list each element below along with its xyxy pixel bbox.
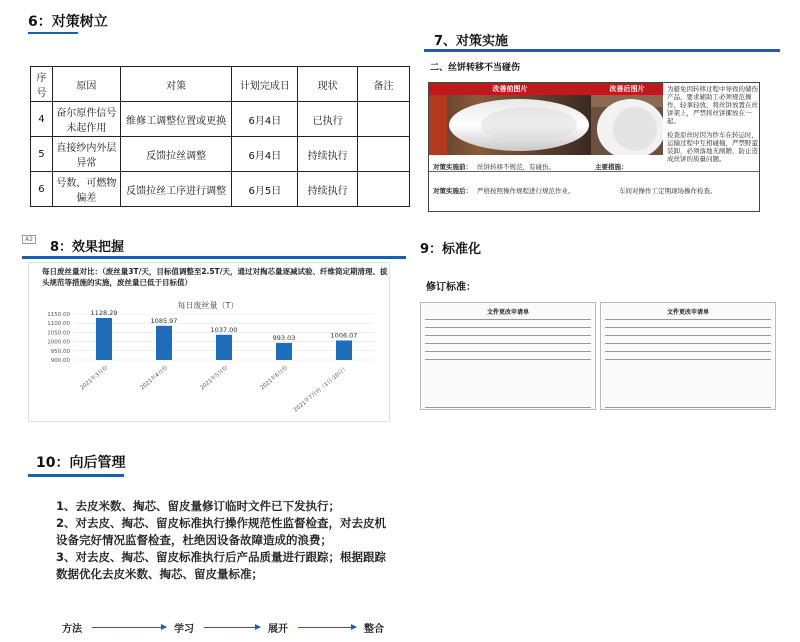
table-header-row (31, 67, 410, 102)
flow-arrow (92, 627, 166, 628)
section9-subtitle: 修订标准： (426, 282, 476, 293)
document-line (425, 343, 591, 344)
chart-title: 每日废丝量（T） (177, 301, 239, 310)
document-line (605, 407, 771, 408)
table-cell: 持续执行 (298, 137, 358, 172)
section10-title: 10：向后管理 (36, 455, 126, 471)
section7-subtitle: 二、丝饼转移不当碰伤 (430, 63, 521, 73)
list-item: 3、对去皮、掏芯、留皮标准执行后产品质量进行跟踪；根据跟踪数据优化去皮米数、掏芯、留皮量标准； (56, 550, 386, 581)
after-description-2: 检查原丝时因为纱车在转运时，运输过程中互相碰撞，严禁野蛮装卸，必须落地无剐蹭，防止造成丝饼的质量问题。 (667, 131, 758, 163)
followup-list (56, 498, 396, 583)
table-cell: 直接纱内外层异常 (52, 137, 120, 172)
section8-title: 8：效果把握 (50, 240, 125, 255)
table-cell: 6 (31, 172, 53, 207)
y-tick-label: 1050.00 (47, 330, 70, 337)
before-photo (429, 95, 591, 155)
document-line (605, 327, 771, 328)
col-header: 序号 (31, 67, 53, 102)
document-line (425, 319, 591, 320)
before-photo-image (429, 95, 591, 155)
section7-title: 7、对策实施 (434, 34, 509, 49)
document-line (605, 351, 771, 352)
chart-bar (336, 340, 352, 360)
table-cell (358, 102, 410, 137)
after-photo-image (591, 95, 663, 155)
table-cell: 持续执行 (298, 172, 358, 207)
document-title: 文件更改申请单 (666, 309, 709, 316)
table-cell: 维修工调整位置或更换 (120, 102, 232, 137)
col-header: 备注 (358, 67, 410, 102)
table-row (31, 172, 410, 207)
revision-document-1 (420, 302, 596, 410)
col-header: 对策 (120, 67, 232, 102)
after-measure-label: 对策实施后： (433, 187, 472, 195)
y-tick-label: 1150.00 (47, 312, 70, 318)
waste-chart (28, 296, 388, 420)
table-cell (358, 137, 410, 172)
y-tick-label: 900.00 (50, 358, 70, 364)
document-line (425, 359, 591, 360)
y-tick-label: 1100.00 (47, 321, 70, 328)
section8-rule (22, 256, 406, 259)
main-measures-label: 主要措施： (595, 163, 628, 171)
flow-step-integrate: 整合 (364, 624, 384, 635)
document-line (425, 407, 591, 408)
x-tick-label: 2021年6月份 (259, 364, 290, 392)
table-cell: 已执行 (298, 102, 358, 137)
table-cell: 6月5日 (232, 172, 298, 207)
document-line (425, 335, 591, 336)
measures-divider (429, 171, 759, 172)
flow-arrow (204, 627, 260, 628)
effect-note: 每日废丝量对比：（废丝量3T/天，目标值调整至2.5T/天，通过对掏芯量逐减试验、纤维筒定期清理、拔头规范等措施的实施，废丝量已低于目标值） (42, 267, 388, 287)
revision-document-2 (600, 302, 776, 410)
x-tick-label: 2021年7月份（1日-10日） (292, 364, 350, 414)
list-item: 1、去皮米数、掏芯、留皮量修订临时文件已下发执行； (56, 499, 340, 513)
section6-rule (28, 32, 78, 34)
y-tick-label: 1000.00 (47, 339, 70, 346)
before-measure-label: 对策实施前： (433, 163, 472, 171)
y-tick-label: 950.00 (50, 348, 70, 355)
table-cell: 号数，可燃物偏差 (52, 172, 120, 207)
chart-y-axis (47, 312, 70, 364)
after-measure-text: 严格按照操作规程进行规范作业。 (477, 187, 575, 195)
before-measure-text: 丝饼转移不规范，有碰伤。 (477, 163, 555, 171)
after-photo (591, 95, 663, 155)
table-cell: 反馈拉丝工序进行调整 (120, 172, 232, 207)
x-tick-label: 2021年3月份 (79, 364, 110, 392)
document-line (425, 351, 591, 352)
x-tick-label: 2021年4月份 (139, 364, 170, 392)
chart-bars (96, 318, 352, 360)
table-cell: 奋尔原件信号未起作用 (52, 102, 120, 137)
document-line (425, 327, 591, 328)
document-line (605, 343, 771, 344)
flow-arrow (298, 627, 356, 628)
bar-value-label: 1085.97 (150, 316, 178, 325)
chart-x-axis (78, 363, 349, 413)
improvement-panel (428, 82, 760, 212)
flow-step-expand: 展开 (268, 624, 288, 635)
table-cell: 6月4日 (232, 102, 298, 137)
before-image-label: 改善前图片 (429, 83, 591, 95)
col-header: 计划完成日 (232, 67, 298, 102)
bar-value-label: 993.03 (272, 333, 296, 342)
after-image-label: 改善后图片 (591, 83, 663, 95)
flow-step-method: 方法 (62, 624, 82, 635)
table-cell: 6月4日 (232, 137, 298, 172)
bar-value-label: 1037.00 (210, 325, 238, 334)
document-line (605, 335, 771, 336)
section9-title: 9：标准化 (420, 242, 482, 257)
bar-value-label: 1006.07 (330, 331, 358, 340)
section6-title: 6：对策树立 (28, 14, 108, 30)
x-tick-label: 2021年5月份 (199, 364, 230, 392)
chart-bar (276, 343, 292, 360)
col-header: 现状 (298, 67, 358, 102)
document-line (605, 319, 771, 320)
table-cell: 5 (31, 137, 53, 172)
countermeasure-table (30, 66, 410, 207)
table-cell: 反馈拉丝调整 (120, 137, 232, 172)
chart-bar (156, 326, 172, 360)
document-title: 文件更改申请单 (486, 309, 529, 316)
document-line (605, 359, 771, 360)
col-header: 原因 (52, 67, 120, 102)
chart-bar (96, 318, 112, 360)
table-row (31, 137, 410, 172)
flow-step-learn: 学习 (174, 624, 194, 635)
section10-rule (28, 474, 124, 477)
table-cell: 4 (31, 102, 53, 137)
section8-badge: A2 (22, 235, 36, 244)
table-row (31, 102, 410, 137)
table-cell (358, 172, 410, 207)
bar-value-label: 1128.29 (90, 308, 118, 317)
after-description-1: 为避免因转移过程中导致的储伤产品，要求辅助工必须规范操作，轻拿轻放，将丝饼放置在丝饼架上，严禁将丝饼摞放在一起。 (667, 85, 758, 125)
chart-bar (216, 335, 232, 360)
section7-rule (424, 49, 780, 52)
list-item: 2、对去皮、掏芯、留皮标准执行操作规范性监督检查，对去皮机设备完好情况监督检查，杜绝因设备故障造成的浪费； (56, 516, 386, 547)
result-text: 车间对操作工定期现场操作检查。 (619, 187, 717, 195)
